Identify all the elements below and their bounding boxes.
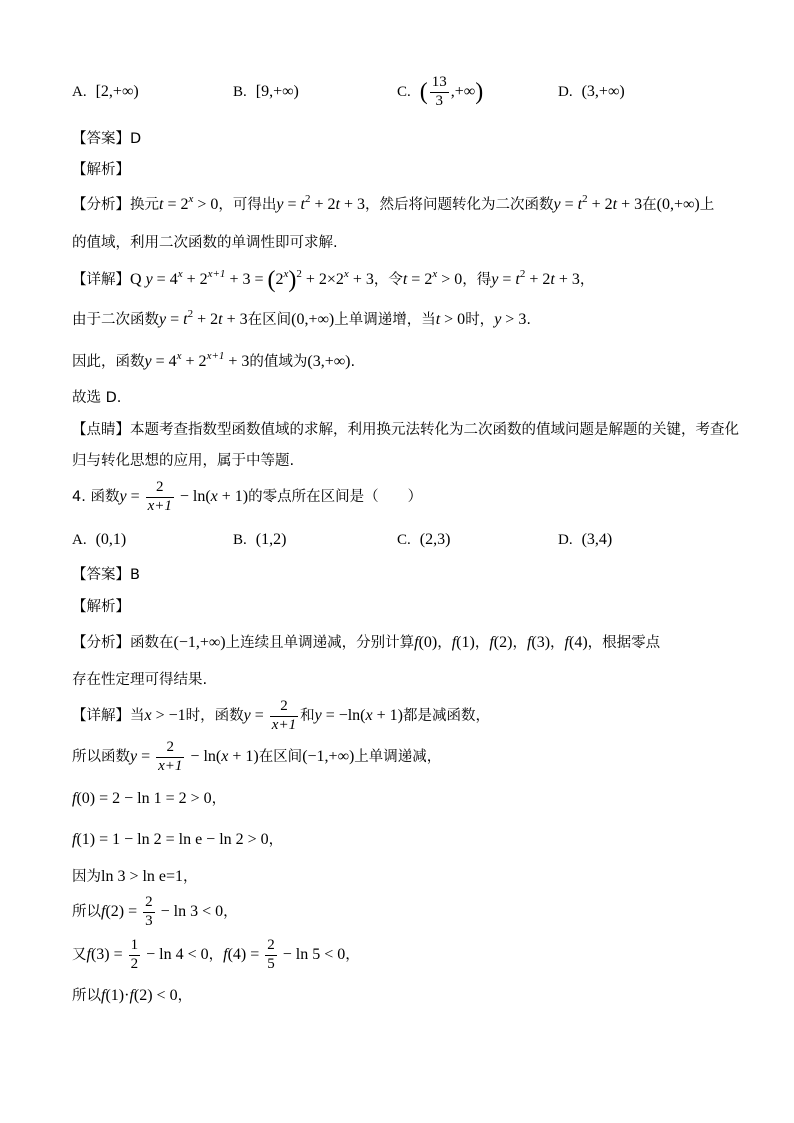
- text-span: 的值域为: [249, 354, 308, 370]
- fraction: [143, 894, 155, 930]
- math-text: + 1): [372, 707, 403, 724]
- math-superscript: x: [177, 268, 183, 280]
- q4-detail-line-1: [72, 698, 490, 734]
- q3-detail-line-1: [72, 262, 594, 298]
- math-variable: f: [526, 634, 532, 651]
- q4-option-d: [558, 522, 612, 558]
- math-text: (1): [456, 634, 475, 651]
- math-variable: t: [435, 311, 441, 328]
- text-span: 【解析】: [72, 599, 130, 615]
- fraction-numerator: 13: [430, 74, 449, 92]
- text-span: 所以函数: [72, 749, 130, 765]
- q4-option-c: [397, 522, 450, 558]
- q3-option-c: [397, 74, 483, 110]
- q4-detail-line-3: [72, 781, 226, 817]
- text-span: 的值域，利用二次函数的单调性即可求解.: [72, 235, 338, 251]
- option-label: B.: [233, 532, 247, 548]
- text-span: ，: [223, 904, 238, 920]
- math-superscript: 2: [187, 308, 194, 320]
- math-text: > 0: [440, 311, 466, 328]
- fraction-denominator: x+1: [158, 757, 183, 774]
- option-label: A.: [72, 84, 87, 100]
- math-variable: t: [550, 271, 555, 288]
- text-span: .: [526, 312, 531, 328]
- fraction: [156, 739, 184, 775]
- q4-stem: [72, 479, 422, 515]
- q3-detail-line-3: [72, 344, 355, 380]
- text-span: ，: [183, 869, 198, 885]
- math-variable: t: [402, 271, 408, 288]
- math-superscript: 2: [582, 193, 588, 205]
- large-parenthesis: (: [267, 267, 276, 293]
- text-span: 【分析】换元: [72, 197, 159, 213]
- math-text: (0,1): [95, 531, 127, 548]
- text-span: 和: [300, 708, 315, 724]
- math-superscript: x: [188, 193, 194, 205]
- math-text: (0,+∞): [291, 311, 335, 328]
- math-variable: f: [129, 987, 134, 1004]
- math-text: = 4: [151, 353, 177, 370]
- math-variable: x: [144, 707, 152, 724]
- math-text: + 2: [587, 196, 613, 213]
- text-span: ，: [208, 947, 224, 963]
- math-text: (3) =: [90, 946, 127, 963]
- math-text: (2): [493, 634, 513, 651]
- text-span: 的零点所在区间是（ ）: [248, 489, 423, 505]
- text-span: 【分析】函数在: [72, 635, 174, 651]
- math-variable: x: [210, 488, 218, 505]
- option-value: [96, 532, 127, 548]
- math-text: [9,+∞): [255, 83, 299, 100]
- math-text: ,+∞: [450, 83, 476, 100]
- fraction-denominator: 5: [267, 955, 275, 972]
- text-span: .: [350, 354, 356, 370]
- math-text: + 2: [193, 311, 219, 328]
- text-span: 又: [72, 947, 87, 963]
- text-span: 上单调递增，当: [334, 312, 436, 328]
- text-span: 时，: [465, 312, 495, 328]
- q4-detail-line-2: [72, 739, 441, 775]
- math-text: =: [137, 748, 155, 765]
- math-text: [2,+∞): [95, 83, 139, 100]
- text-span: 时，函数: [185, 708, 244, 724]
- math-text: (2,3): [419, 531, 451, 548]
- text-span: ，得: [462, 272, 492, 288]
- math-text: = −ln(: [321, 707, 366, 724]
- math-text: + 2: [181, 353, 207, 370]
- math-variable: x: [365, 707, 373, 724]
- fraction-numerator: 2: [156, 739, 184, 757]
- math-variable: y: [491, 271, 499, 288]
- math-text: + 3: [222, 311, 248, 328]
- math-variable: y: [494, 311, 502, 328]
- fraction-numerator: 2: [146, 479, 174, 497]
- fraction-numerator: 1: [129, 937, 141, 955]
- text-span: 因为: [72, 869, 101, 885]
- text-span: ，: [512, 635, 527, 651]
- math-text: + 3: [348, 271, 374, 288]
- text-span: ，: [437, 635, 452, 651]
- option-value: [582, 84, 625, 100]
- math-variable: f: [414, 634, 419, 651]
- math-text: + 3 =: [225, 271, 268, 288]
- math-variable: y: [314, 707, 322, 724]
- math-variable: f: [101, 903, 106, 920]
- math-variable: t: [300, 196, 305, 213]
- text-span: 【详解】当: [72, 708, 145, 724]
- fraction-numerator: 2: [270, 698, 298, 716]
- math-text: (2) < 0: [133, 987, 178, 1004]
- math-text: =: [498, 271, 516, 288]
- math-text: (3,+∞): [581, 83, 625, 100]
- q4-analysis-heading: [72, 589, 130, 625]
- option-label: D.: [558, 532, 573, 548]
- fraction-denominator: x+1: [271, 716, 297, 733]
- text-span: 故选 D.: [72, 390, 122, 406]
- text-span: 在区间: [258, 749, 303, 765]
- text-span: ，根据零点: [587, 635, 661, 651]
- text-span: 【解析】: [72, 162, 130, 178]
- fraction-numerator: 2: [265, 937, 277, 955]
- math-text: + 3: [554, 271, 580, 288]
- math-text: − ln(: [175, 488, 211, 505]
- math-text: =: [250, 707, 268, 724]
- math-text: + 2×2: [301, 271, 344, 288]
- math-text: (0) = 2 − ln 1 = 2 > 0: [76, 790, 212, 807]
- text-span: ，令: [373, 272, 403, 288]
- math-superscript: x: [283, 268, 289, 280]
- text-span: ，: [474, 635, 490, 651]
- q4-detail-line-8: [72, 978, 192, 1014]
- math-text: (0): [418, 634, 438, 651]
- math-superscript: 2: [519, 268, 526, 280]
- option-value: [419, 74, 484, 109]
- math-text: (4) =: [227, 946, 264, 963]
- large-parenthesis: ): [475, 79, 484, 105]
- math-text: + 3: [617, 196, 643, 213]
- math-text: =: [126, 488, 144, 505]
- math-text: (0,+∞): [656, 196, 700, 213]
- fraction-denominator: x+1: [147, 497, 172, 514]
- math-text: =: [560, 196, 578, 213]
- math-variable: y: [276, 196, 284, 213]
- math-variable: f: [489, 634, 494, 651]
- fraction-numerator: 2: [143, 894, 155, 912]
- math-text: (3,4): [581, 531, 613, 548]
- q4-answer: [72, 557, 140, 593]
- option-label: A.: [72, 532, 87, 548]
- math-text: ln 3 > ln e=1: [101, 868, 184, 885]
- math-text: (1)·: [105, 987, 130, 1004]
- text-span: 【点睛】本题考查指数型函数值域的求解，利用换元法转化为二次函数的值域问题是解题的关键，考查化: [72, 422, 739, 438]
- math-superscript: 2: [305, 193, 311, 205]
- q4-option-b: [233, 522, 286, 558]
- q4-detail-line-4: [72, 822, 283, 858]
- math-superscript: x: [176, 350, 182, 362]
- q4-detail-line-5: [72, 859, 198, 895]
- math-variable: f: [223, 946, 228, 963]
- math-text: − ln 5 < 0: [278, 946, 346, 963]
- fraction: [146, 479, 174, 515]
- math-text: = 4: [152, 271, 178, 288]
- text-span: 上连续且单调递减，分别计算: [225, 635, 415, 651]
- math-text: Q: [130, 271, 146, 288]
- math-text: > 0: [193, 196, 219, 213]
- math-superscript: 2: [296, 268, 302, 280]
- math-variable: y: [243, 707, 251, 724]
- text-span: 都是减函数，: [402, 708, 490, 724]
- math-text: = 2: [163, 196, 189, 213]
- math-variable: y: [144, 353, 152, 370]
- q3-detail-line-4: [72, 380, 121, 416]
- q3-detail-line-2: [72, 302, 531, 338]
- q4-options-row: [0, 522, 794, 558]
- math-text: > −1: [151, 707, 186, 724]
- math-text: (2) =: [105, 903, 142, 920]
- fraction: [270, 698, 298, 734]
- math-text: (3,+∞): [307, 353, 351, 370]
- q3-option-b: [233, 74, 299, 110]
- text-span: 在: [642, 197, 657, 213]
- text-span: 【答案】B: [72, 567, 140, 583]
- math-variable: y: [119, 488, 127, 505]
- text-span: 【答案】D: [72, 131, 142, 147]
- q3-analysis-heading: [72, 152, 130, 188]
- math-text: + 1): [228, 748, 259, 765]
- math-text: (−1,+∞): [173, 634, 226, 651]
- math-variable: f: [564, 634, 569, 651]
- math-variable: t: [183, 311, 188, 328]
- option-label: D.: [558, 84, 573, 100]
- math-text: > 0: [437, 271, 463, 288]
- math-text: (1) = 1 − ln 2 = ln e − ln 2 > 0: [76, 831, 269, 848]
- large-parenthesis: (: [419, 79, 428, 105]
- math-variable: y: [159, 311, 167, 328]
- math-text: 2: [275, 271, 284, 288]
- math-variable: f: [86, 946, 91, 963]
- math-variable: t: [515, 271, 520, 288]
- text-span: ，: [550, 635, 565, 651]
- math-text: + 2: [310, 196, 336, 213]
- math-text: (−1,+∞): [302, 748, 355, 765]
- text-span: ，: [579, 272, 595, 288]
- q4-analysis-line-1: [72, 625, 660, 661]
- text-span: 上单调递减，: [354, 749, 442, 765]
- math-variable: f: [451, 634, 457, 651]
- math-text: + 2: [525, 271, 551, 288]
- fraction-denominator: 2: [130, 955, 139, 972]
- math-superscript: x+1: [207, 268, 226, 280]
- option-label: C.: [397, 532, 411, 548]
- text-span: ，: [345, 947, 360, 963]
- text-span: ，: [211, 791, 227, 807]
- math-text: − ln 4 < 0: [142, 946, 209, 963]
- math-variable: t: [577, 196, 583, 213]
- math-variable: f: [72, 831, 77, 848]
- math-variable: f: [101, 987, 106, 1004]
- math-text: + 3: [224, 353, 250, 370]
- option-value: [96, 84, 139, 100]
- math-text: − ln 3 < 0: [156, 903, 224, 920]
- text-span: 归与转化思想的应用，属于中等题.: [72, 453, 295, 469]
- option-label: C.: [397, 84, 411, 100]
- text-span: 由于二次函数: [72, 312, 159, 328]
- option-value: [582, 532, 613, 548]
- q3-analysis-line-1: [72, 187, 714, 223]
- math-text: + 1): [217, 488, 249, 505]
- math-variable: y: [145, 271, 153, 288]
- text-span: 在区间: [247, 312, 292, 328]
- q4-option-a: [72, 522, 126, 558]
- text-span: 【详解】: [72, 272, 130, 288]
- q4-detail-line-6: [72, 894, 238, 930]
- fraction-denominator: 3: [435, 92, 444, 109]
- math-text: (4): [569, 634, 588, 651]
- fraction-denominator: 3: [145, 912, 153, 929]
- text-span: 所以: [72, 988, 101, 1004]
- text-span: ，: [177, 988, 193, 1004]
- math-text: = 2: [407, 271, 433, 288]
- fraction: [430, 74, 449, 110]
- math-variable: y: [553, 196, 561, 213]
- q3-options-row: [0, 74, 794, 110]
- q4-detail-line-7: [72, 937, 360, 973]
- text-span: 上: [699, 197, 715, 213]
- text-span: ，: [268, 832, 284, 848]
- q4-analysis-line-2: [72, 662, 207, 698]
- text-span: 存在性定理可得结果.: [72, 672, 208, 688]
- math-superscript: x: [343, 268, 349, 280]
- math-superscript: x: [432, 268, 438, 280]
- text-span: ，可得出: [218, 197, 277, 213]
- math-variable: x: [221, 748, 229, 765]
- text-span: 4. 函数: [72, 489, 120, 505]
- math-text: =: [283, 196, 301, 213]
- math-variable: f: [72, 790, 77, 807]
- math-text: =: [166, 311, 184, 328]
- option-value: [420, 532, 451, 548]
- q3-option-a: [72, 74, 139, 110]
- math-text: (3): [531, 634, 551, 651]
- math-text: + 3: [339, 196, 366, 213]
- text-span: ，然后将问题转化为二次函数: [365, 197, 554, 213]
- fraction: [265, 937, 277, 973]
- math-variable: t: [159, 196, 164, 213]
- text-span: 所以: [72, 904, 101, 920]
- math-text: − ln(: [186, 748, 222, 765]
- large-parenthesis: ): [288, 267, 297, 293]
- option-value: [256, 532, 287, 548]
- option-label: B.: [233, 84, 247, 100]
- math-variable: t: [335, 196, 340, 213]
- math-text: (1,2): [255, 531, 287, 548]
- q3-remark-line-2: [72, 443, 294, 479]
- math-variable: t: [612, 196, 618, 213]
- math-text: > 3: [501, 311, 527, 328]
- q3-analysis-line-2: [72, 225, 338, 261]
- math-variable: t: [218, 311, 223, 328]
- math-text: + 2: [182, 271, 208, 288]
- fraction: [129, 937, 141, 973]
- q3-option-d: [558, 74, 625, 110]
- math-variable: y: [130, 748, 138, 765]
- math-superscript: x+1: [206, 350, 225, 362]
- option-value: [256, 84, 299, 100]
- text-span: 因此，函数: [72, 354, 145, 370]
